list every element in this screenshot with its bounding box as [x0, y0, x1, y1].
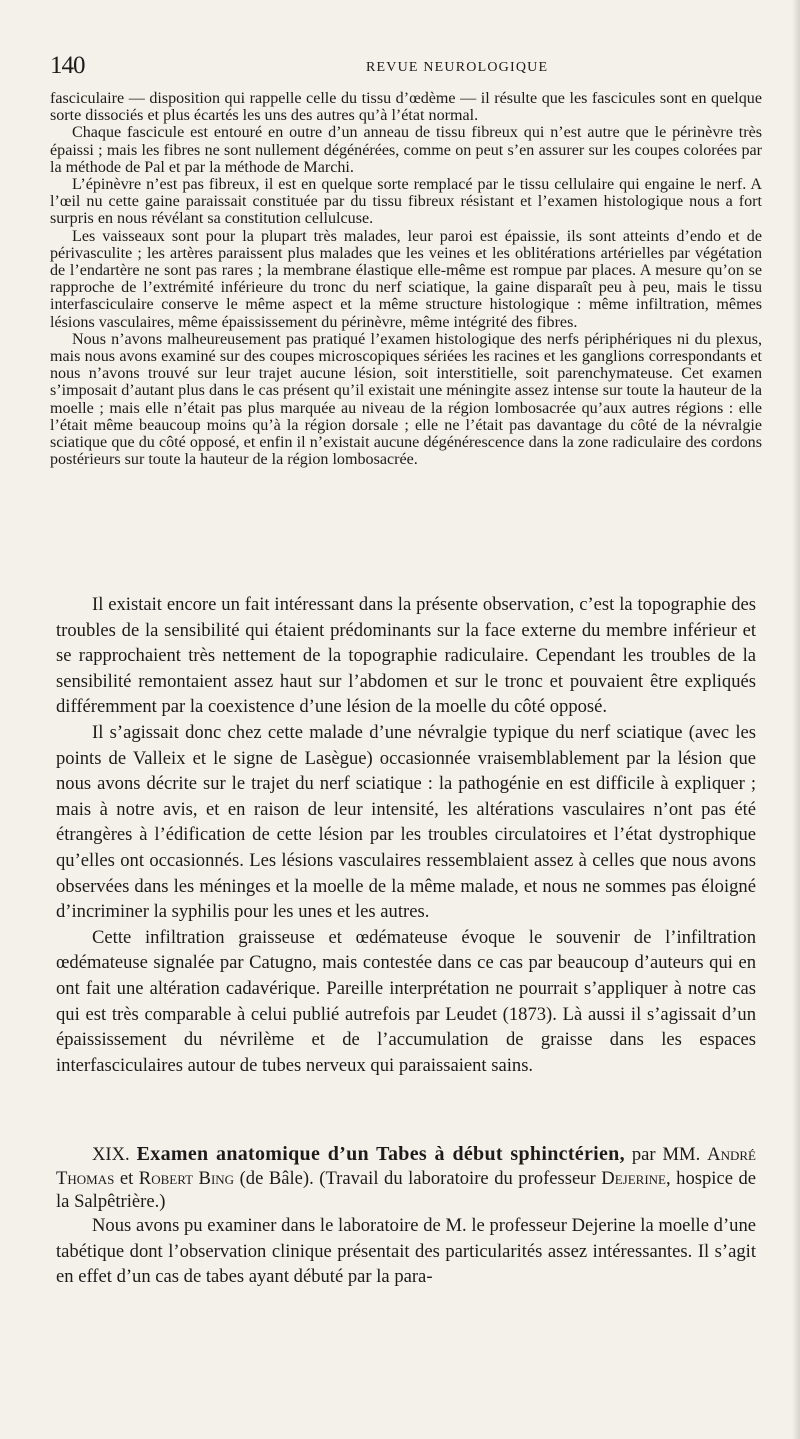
paragraph: Il s’agissait donc chez cette malade d’une névralgie typique du nerf sciatique (avec les points de Valleix et le signe de Lasègue) occasionnée vraisemblablement par la lésion que nous avons décrite sur le trajet du nerf sciatique : la pathogénie en est difficile à expliquer ; mais à notre avis, et en raison de leur intensité, les altérations vasculaires n’ont pas été étrangères à l’édification de cette lésion par les troubles circulatoires et l’état dystrophique qu’elles ont occasionnés. Les lésions vasculaires ressemblaient assez à celles que nous avons observées dans les méninges et la moelle de la même malade, et nous ne sommes pas éloigné d’incriminer la syphilis pour les unes et les autres.: [56, 721, 756, 923]
section-body: [56, 1213, 756, 1290]
affiliation: (de Bâle). (Travail du laboratoire du professeur: [239, 1167, 596, 1189]
paragraph: Cette infiltration graisseuse et œdémateuse évoque le souvenir de l’infiltration œdémateuse signalée par Catugno, mais contestée dans ce cas par beaucoup d’auteurs qui en ont fait une altération cadavérique. Pareille interprétation ne pourrait s’appliquer à notre cas qui est très comparable à celui publié autrefois par Leudet (1873). Là aussi il s’agissait d’un épaississement du névrilème et de l’accumulation de graisse dans les espaces interfasciculaires autour de tubes nerveux qui paraissaient sains.: [56, 926, 756, 1076]
byline-par: par MM.: [631, 1144, 701, 1165]
paragraph: L’épinèvre n’est pas fibreux, il est en quelque sorte remplacé par le tissu cellulaire qui engaine le nerf. A l’œil nu cette gaine paraissait constituée par du tissu fibreux résistant et l’examen histologique nous a fort surpris en nous révélant sa constitution cellulcuse.: [50, 176, 762, 228]
paragraph: fasciculaire — disposition qui rappelle celle du tissu d’œdème — il résulte que les fascicules sont en quelque sorte dissociés et plus écartés les uns des autres qu’à l’état normal.: [50, 90, 762, 125]
affiliation-end: , hospice de la Salpêtrière.): [56, 1167, 757, 1212]
running-head: REVUE NEUROLOGIQUE: [366, 60, 549, 75]
author-name: André Thomas: [56, 1144, 756, 1189]
paragraph: Chaque fascicule est entouré en outre d’un anneau de tissu fibreux qui n’est autre que le périnèvre très épaissi ; mais les fibres ne sont nullement dégénérées, comme on peut s’en assurer sur les coupes colorées par la méthode de Pal et par la méthode de Marchi.: [50, 124, 762, 176]
paragraph: Nous n’avons malheureusement pas pratiqué l’examen histologique des nerfs périphériques ni du plexus, mais nous avons examiné sur des coupes microscopiques sériées les racines et les ganglions correspondants et nous n’avons trouvé sur leur trajet aucune lésion, soit interstitielle, soit parenchymateuse. Cet examen s’imposait d’autant plus dans le cas présent qu’il existait une méningite assez intense sur toute la hauteur de la moelle ; mais elle n’était pas plus marquée au niveau de la région lombosacrée qu’aux autres régions : elle l’était même beaucoup moins qu’à la région dorsale ; elle ne l’était pas davantage du côté de la névralgie sciatique que du côté opposé, et enfin il n’existait aucune dégénérescence dans la zone radiculaire des cordons postérieurs sur toute la hauteur de la région lombosacrée.: [50, 330, 762, 469]
page-header: [50, 52, 755, 82]
paragraph: Les vaisseaux sont pour la plupart très malades, leur paroi est épaissie, ils sont atteints d’endo et de périvasculite ; les artères paraissent plus malades que les veines et les oblitérations artérielles par végétation de l’endartère ne sont pas rares ; la membrane élastique elle-même est rompue par places. A mesure qu’on se rapproche de l’extrémité inférieure du tronc du nerf sciatique, la gaine disparaît peu à peu, mais le tissu interfasciculaire conserve le même aspect et la même structure histologique : même infiltration, mêmes lésions vasculaires, même épaississement du périnèvre, même intégrité des fibres.: [50, 227, 762, 331]
page-edge-shadow: [792, 0, 800, 1439]
section-number: XIX.: [92, 1144, 130, 1165]
byline-and: et: [119, 1167, 134, 1189]
paragraph: Il existait encore un fait intéressant dans la présente observation, c’est la topographie des troubles de la sensibilité qui étaient prédominants sur la face externe du membre inférieur et se rapprochaient très nettement de la topographie radiculaire. Cependant les troubles de la sensibilité remontaient assez haut sur l’abdomen et sur le tronc et pouvaient être expliqués différemment par la coexistence d’une lésion de la moelle du côté opposé.: [56, 594, 756, 718]
page-number: 140: [50, 52, 85, 79]
small-print-block: [50, 90, 762, 468]
main-text-block: [56, 592, 756, 1078]
section-heading: [56, 1143, 756, 1214]
author-name: Robert Bing: [138, 1167, 235, 1189]
paragraph: Nous avons pu examiner dans le laboratoire de M. le professeur Dejerine la moelle d’une tabétique dont l’observation clinique présentait des particularités assez intéressantes. Il s’agit en effet d’un cas de tabes ayant débuté par la para-: [56, 1215, 756, 1288]
section-title: Examen anatomique d’un Tabes à début sphinctérien,: [136, 1143, 625, 1165]
professor-name: Dejerine: [601, 1167, 666, 1189]
